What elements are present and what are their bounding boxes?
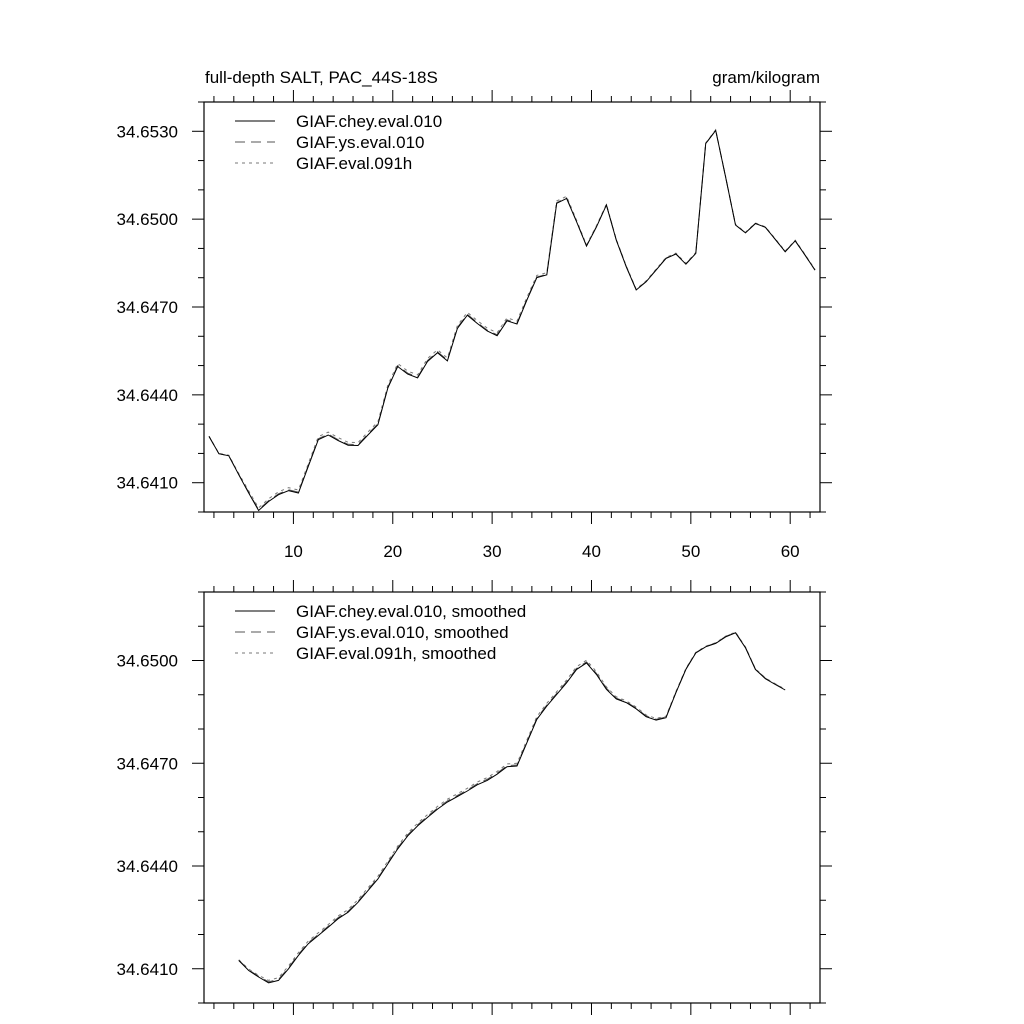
y-tick-label: 34.6440 [116, 857, 178, 876]
x-tick-label: 20 [383, 542, 403, 561]
x-tick-label: 10 [283, 542, 303, 561]
series-line-solid [209, 130, 815, 510]
series-line-solid [239, 633, 785, 983]
legend-label: GIAF.ys.eval.010 [296, 133, 425, 152]
legend-label: GIAF.chey.eval.010 [296, 112, 443, 131]
series-line-dashed [239, 632, 785, 981]
y-tick-label: 34.6530 [116, 122, 178, 142]
legend-label: GIAF.ys.eval.010, smoothed [296, 623, 509, 642]
chart-title: full-depth SALT, PAC_44S-18S [205, 68, 438, 87]
units-label: gram/kilogram [712, 68, 820, 87]
plot-panel-2 [117, 580, 832, 1015]
y-tick-label: 34.6410 [116, 959, 178, 979]
x-tick-label: 40 [582, 542, 601, 561]
y-tick-label: 34.6500 [116, 651, 178, 671]
legend-label: GIAF.eval.091h [296, 154, 413, 173]
series-line-dotted [239, 632, 785, 980]
y-tick-label: 34.6500 [116, 210, 178, 230]
x-tick-label: 30 [482, 542, 502, 561]
series-line-dotted [209, 130, 815, 508]
plot-panel-1 [117, 90, 832, 561]
x-tick-label: 60 [780, 542, 800, 561]
x-tick-label: 50 [681, 542, 701, 561]
series-line-dashed [209, 130, 815, 509]
legend-label: GIAF.chey.eval.010, smoothed [296, 602, 527, 621]
y-tick-label: 34.6440 [116, 385, 178, 405]
y-tick-label: 34.6410 [116, 473, 178, 493]
legend-label: GIAF.eval.091h, smoothed [296, 644, 497, 663]
y-tick-label: 34.6470 [116, 754, 178, 774]
y-tick-label: 34.6470 [116, 298, 178, 317]
